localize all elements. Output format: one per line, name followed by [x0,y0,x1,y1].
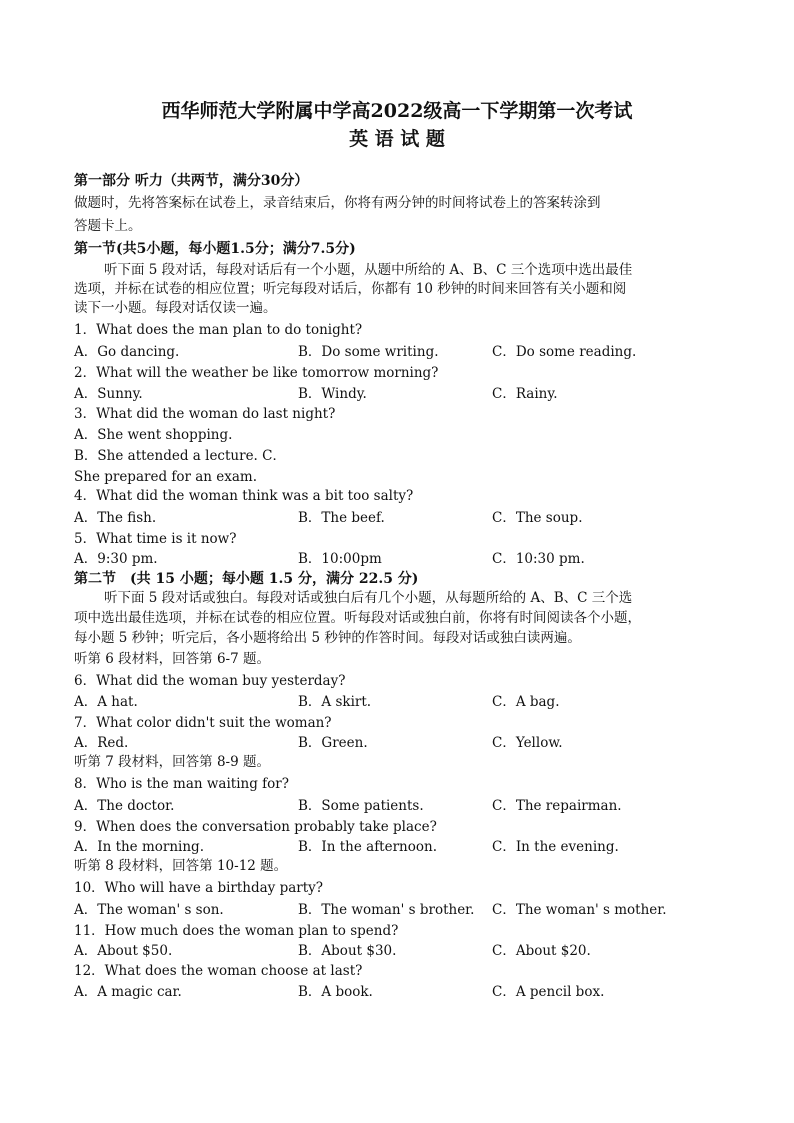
section1-instruction: 选项，并标在试卷的相应位置；听完每段对话后，你都有 10 秒钟的时间来回答有关小题和阅 [74,281,627,297]
option-c: C．10:30 pm. [492,551,585,567]
option-c: C．Rainy. [492,386,558,402]
option-a: A．The fish. [74,510,157,526]
option-b: B．She attended a lecture. C． [74,448,286,464]
option-b: B．Some patients. [298,798,424,814]
option-a: A．Sunny. [74,386,143,402]
section1-instruction: 读下一小题。每段对话仅读一遍。 [74,300,277,316]
option-a: A．Red. [74,735,129,751]
question-8: 8．Who is the man waiting for? [74,776,289,792]
section1-instruction: 听下面 5 段对话，每段对话后有一个小题，从题中所给的 A、B、C 三个选项中选出最佳 [104,262,633,278]
question-9: 9．When does the conversation probably take place? [74,819,437,835]
question-6: 6．What did the woman buy yesterday? [74,673,346,689]
question-3: 3．What did the woman do last night? [74,406,336,422]
material-heading: 听第 6 段材料，回答第 6-7 题。 [74,651,270,667]
option-a: A．The woman' s son. [74,902,224,918]
option-b: B．Green. [298,735,368,751]
exam-title: 西华师范大学附属中学高2022级高一下学期第一次考试 [161,100,633,122]
option-b: B．About $30. [298,943,397,959]
question-4: 4．What did the woman think was a bit too salty? [74,488,414,504]
option-a: A．About $50. [74,943,173,959]
option-a: A．She went shopping. [74,427,233,443]
option-c: C．A bag. [492,694,560,710]
option-b: B．10:00pm [298,551,382,567]
option-b: B．Do some writing. [298,344,439,360]
option-b: B．The woman' s brother. [298,902,475,918]
option-c: She prepared for an exam. [74,469,258,485]
option-b: B．A skirt. [298,694,372,710]
option-a: A．A hat. [74,694,138,710]
section2-instruction: 听下面 5 段对话或独白。每段对话或独白后有几个小题，从每题所给的 A、B、C 三个选 [104,590,633,606]
option-c: C．In the evening. [492,839,619,855]
option-b: B．The beef. [298,510,385,526]
option-c: C．The repairman. [492,798,622,814]
option-c: C．Do some reading. [492,344,637,360]
option-a: A．9:30 pm. [74,551,158,567]
exam-subtitle: 英 语 试 题 [349,128,445,150]
material-heading: 听第 8 段材料，回答第 10-12 题。 [74,858,288,874]
option-a: A．In the morning. [74,839,204,855]
option-a: A．The doctor. [74,798,175,814]
option-c: C．The soup. [492,510,583,526]
section2-instruction: 项中选出最佳选项，并标在试卷的相应位置。听每段对话或独白前，你将有时间阅读各个小题， [74,610,641,626]
option-c: C．The woman' s mother. [492,902,667,918]
option-b: B．In the afternoon. [298,839,437,855]
question-10: 10．Who will have a birthday party? [74,880,324,896]
material-heading: 听第 7 段材料，回答第 8-9 题。 [74,754,270,770]
option-c: C．A pencil box. [492,984,605,1000]
question-12: 12．What does the woman choose at last? [74,963,363,979]
option-c: C．Yellow. [492,735,563,751]
question-7: 7．What color didn't suit the woman? [74,715,332,731]
part1-intro-line: 答题卡上。 [74,218,142,234]
part1-intro-line: 做题时，先将答案标在试卷上，录音结束后，你将有两分钟的时间将试卷上的答案转涂到 [74,195,601,211]
option-c: C．About $20. [492,943,591,959]
option-a: A．Go dancing. [74,344,180,360]
section2-instruction: 每小题 5 秒钟；听完后，各小题将给出 5 秒钟的作答时间。每段对话或独白读两遍。 [74,630,581,646]
option-b: B．Windy. [298,386,367,402]
question-11: 11．How much does the woman plan to spend? [74,923,399,939]
question-5: 5．What time is it now? [74,531,237,547]
section1-heading: 第一节(共5小题，每小题1.5分；满分7.5分) [74,241,356,257]
question-2: 2．What will the weather be like tomorrow morning? [74,365,439,381]
part1-heading: 第一部分 听力（共两节，满分30分） [74,173,309,189]
question-1: 1．What does the man plan to do tonight? [74,322,363,338]
section2-heading: 第二节 (共 15 小题；每小题 1.5 分，满分 22.5 分) [74,571,419,587]
option-a: A．A magic car. [74,984,182,1000]
option-b: B．A book. [298,984,373,1000]
